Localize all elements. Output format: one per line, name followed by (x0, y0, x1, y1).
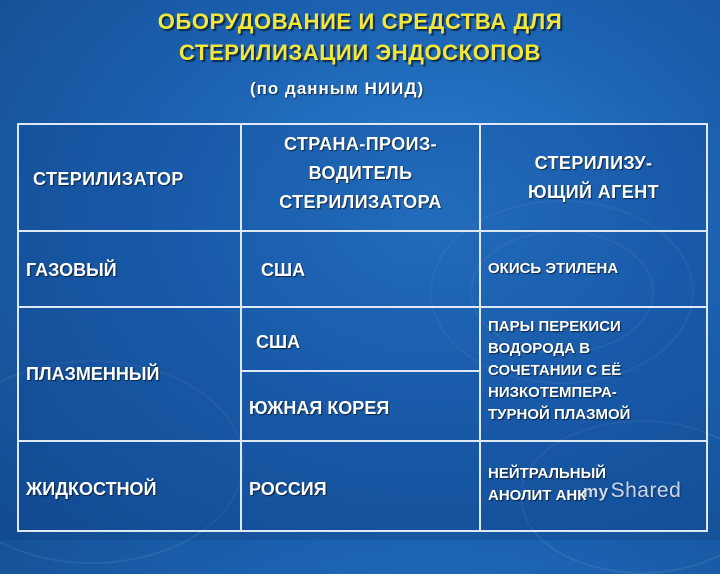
row-plasma-agent-line: ПАРЫ ПЕРЕКИСИ (488, 318, 621, 335)
row-gas-country: США (261, 260, 306, 280)
row-liquid-type: ЖИДКОСТНОЙ (26, 479, 157, 499)
row-divider-plasma-split (240, 370, 481, 372)
slide-subtitle: (по данным НИИД) (250, 79, 425, 98)
slide-title-line-1: ОБОРУДОВАНИЕ И СРЕДСТВА ДЛЯ (157, 9, 563, 34)
slide-title-line-2: СТЕРИЛИЗАЦИИ ЭНДОСКОПОВ (178, 40, 542, 65)
row-plasma-agent-line: СОЧЕТАНИИ С ЕЁ (488, 362, 622, 379)
header-agent (481, 149, 706, 207)
row-plasma-type: ПЛАЗМЕННЫЙ (26, 364, 160, 384)
row-plasma-country-1: США (256, 332, 301, 352)
row-divider-header (19, 230, 706, 232)
row-plasma-agent-line: ВОДОРОДА В (488, 340, 591, 357)
row-gas-type: ГАЗОВЫЙ (26, 260, 117, 280)
myshared-logo-icon: my (583, 482, 609, 501)
header-agent-line: ЮЩИЙ АГЕНТ (528, 182, 659, 202)
row-liquid-agent-line: АНОЛИТ АНК (488, 487, 587, 504)
slide-title (0, 6, 720, 68)
myshared-watermark (583, 479, 681, 503)
header-agent-line: СТЕРИЛИЗУ- (534, 153, 653, 173)
watermark-text: Shared (610, 479, 682, 502)
row-gas-agent: ОКИСЬ ЭТИЛЕНА (488, 260, 619, 277)
row-plasma-country-2: ЮЖНАЯ КОРЕЯ (249, 398, 390, 418)
row-plasma-agent (488, 316, 630, 426)
row-plasma-agent-line: ТУРНОЙ ПЛАЗМОЙ (488, 406, 631, 423)
header-country-line: СТЕРИЛИЗАТОРА (279, 192, 442, 212)
row-liquid-country: РОССИЯ (249, 479, 327, 499)
header-sterilizer: СТЕРИЛИЗАТОР (33, 169, 184, 189)
sterilization-table (17, 123, 708, 532)
header-country-line: СТРАНА-ПРОИЗ- (283, 134, 438, 154)
header-country-line: ВОДИТЕЛЬ (308, 163, 413, 183)
row-divider-2 (19, 440, 706, 442)
row-plasma-agent-line: НИЗКОТЕМПЕРА- (488, 384, 617, 401)
row-divider-1 (19, 306, 706, 308)
header-country (242, 130, 479, 217)
row-liquid-agent-line: НЕЙТРАЛЬНЫЙ (488, 465, 607, 482)
